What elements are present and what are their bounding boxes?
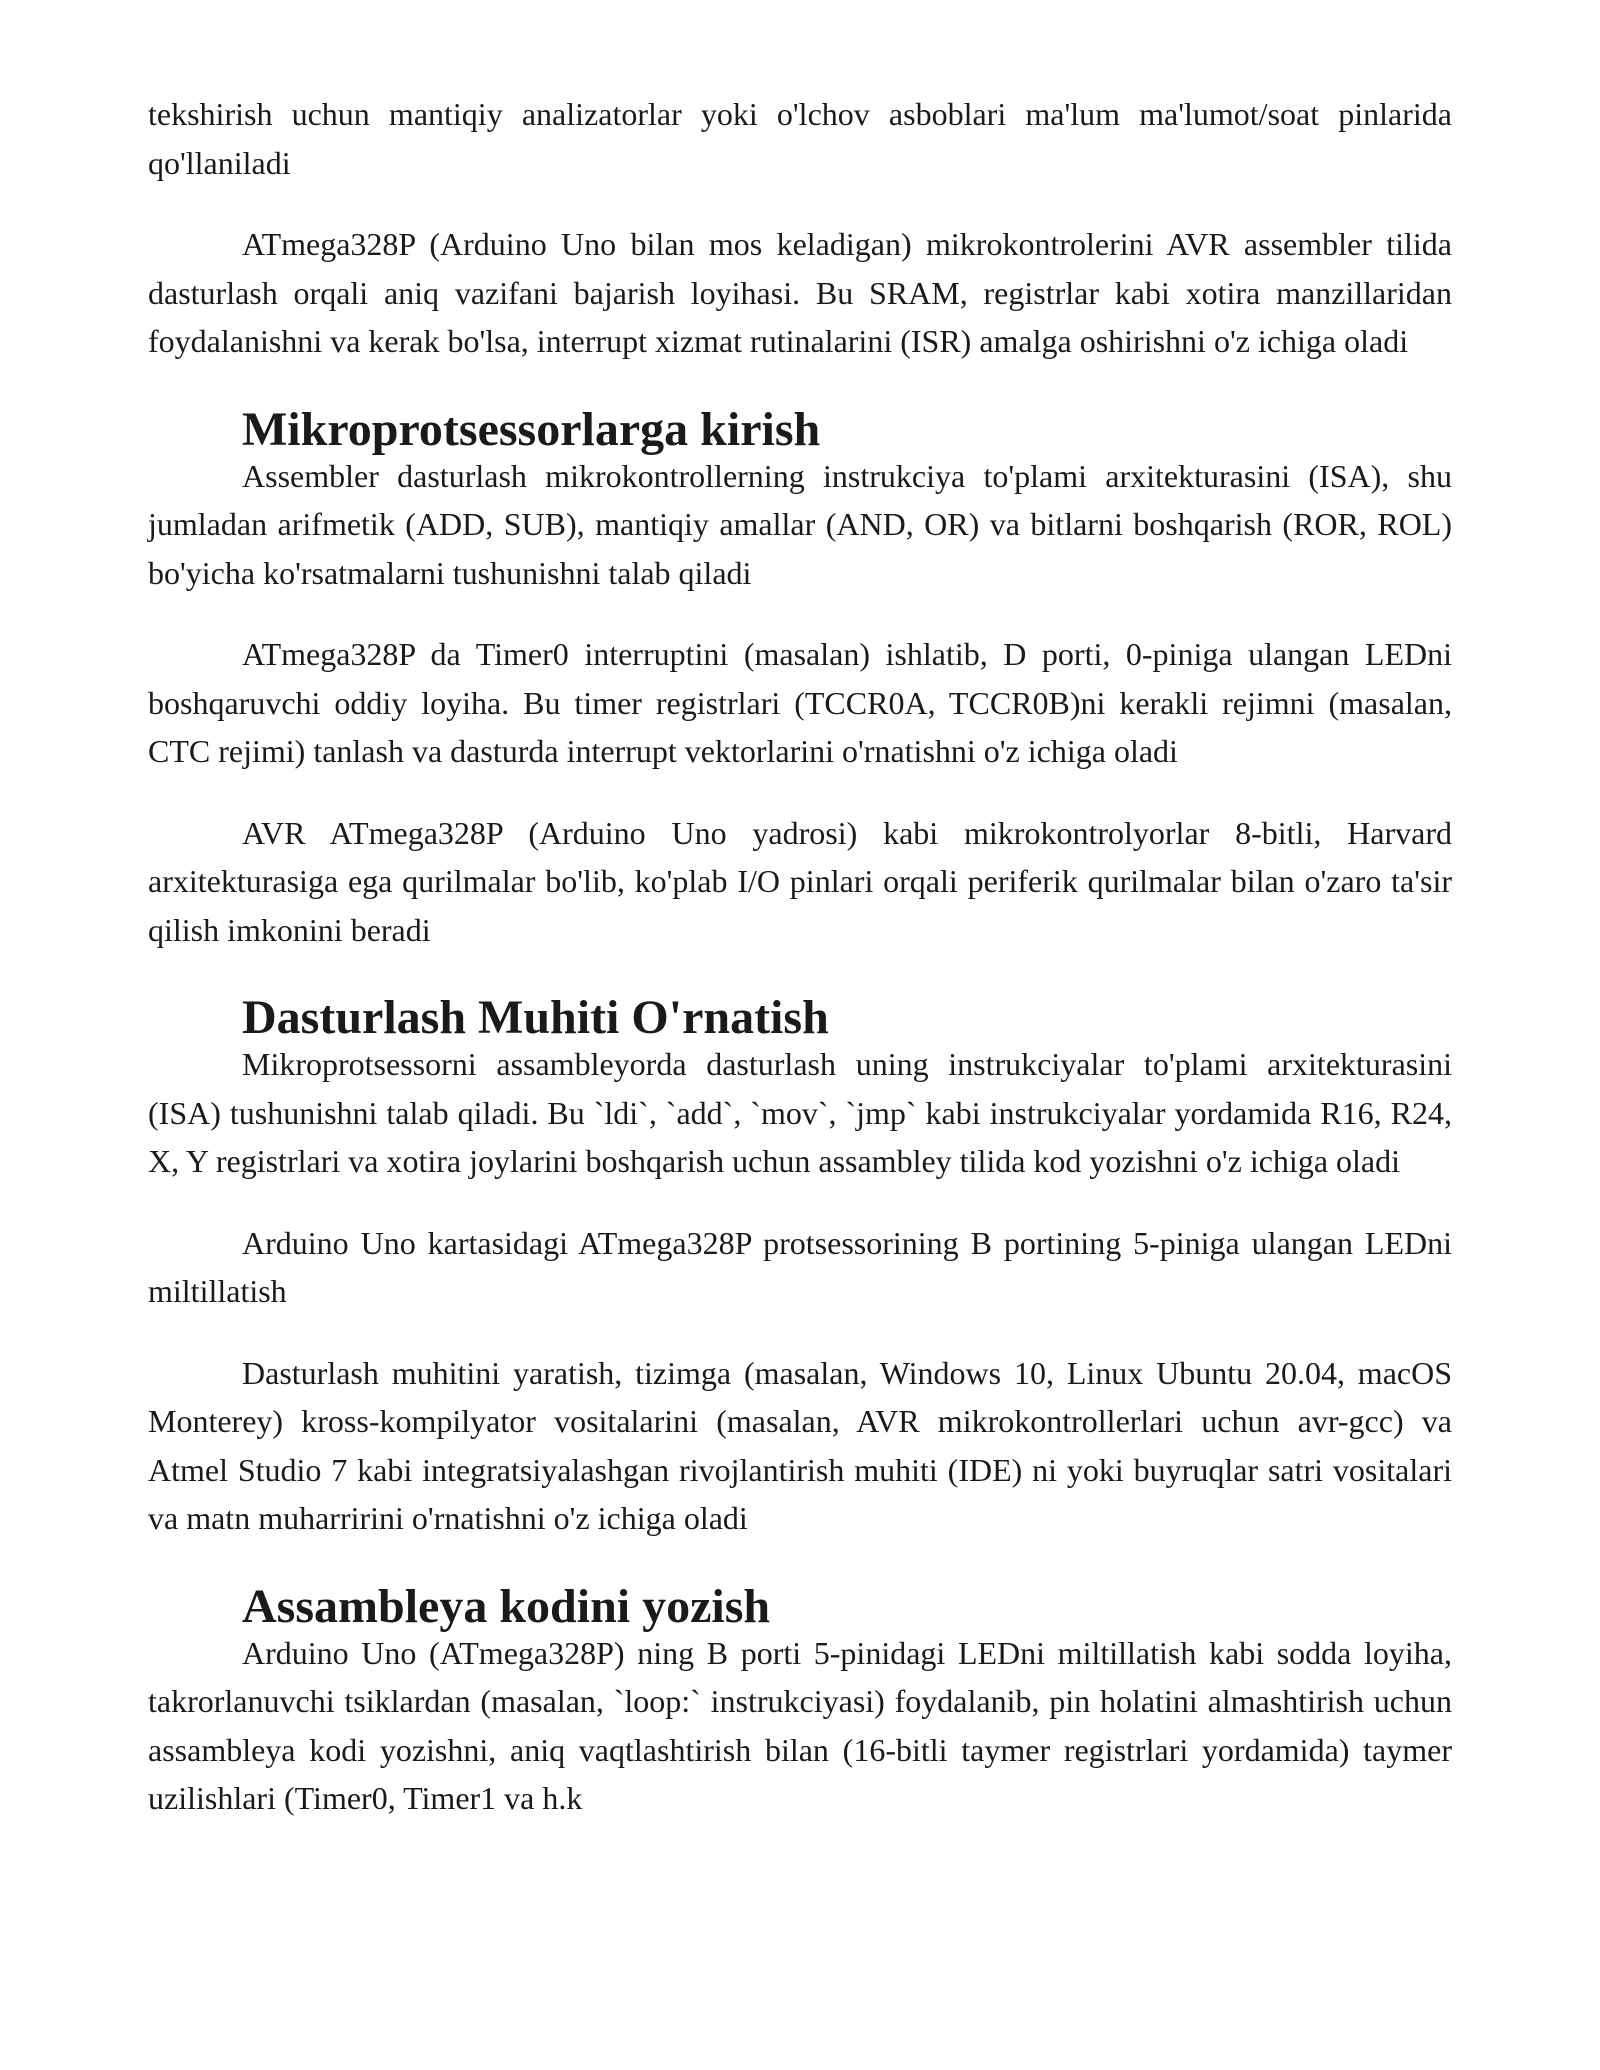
section-heading-environment: Dasturlash Muhiti O'rnatish [242, 991, 829, 1044]
paragraph-timer0: ATmega328P da Timer0 interruptini (masalan) ishlatib, D porti, 0-piniga ulangan LEDni boshqaruvchi oddiy loyiha. Bu timer registrlari (TCCR0A, TCCR0B)ni kerakli rejimni (masalan, CTC rejimi) tanlash va dasturda interrupt vektorlarini o'rnatishni o'z ichiga oladi [148, 636, 1452, 769]
paragraph-led-blink: Arduino Uno kartasidagi ATmega328P protsessorining B portining 5-piniga ulangan LEDni miltillatish [148, 1224, 1452, 1309]
document-page [148, 90, 1452, 1823]
section-heading-intro: Mikroprotsessorlarga kirish [242, 402, 821, 456]
paragraph-analyzers: tekshirish uchun mantiqiy analizatorlar yoki o'lchov asboblari ma'lum ma'lumot/soat pinlarida qo'llaniladi [148, 96, 1452, 181]
paragraph-harvard: AVR ATmega328P (Arduino Uno yadrosi) kabi mikrokontrolyorlar 8-bitli, Harvard arxitekturasiga ega qurilmalar bo'lib, ko'plab I/O pinlari orqali periferik qurilmalar bilan o'zaro ta'sir qilish imkonini beradi [148, 814, 1452, 948]
paragraph-toolchain: Dasturlash muhitini yaratish, tizimga (masalan, Windows 10, Linux Ubuntu 20.04, macOS Monterey) kross-kompilyator vositalarini (masalan, AVR mikrokontrollerlari uchun avr-gcc) va Atmel Studio 7 kabi integratsiyalashgan rivojlantirish muhiti (IDE) ni yoki buyruqlar satri vositalari va matn muharririni o'rnatishni o'z ichiga oladi [148, 1354, 1452, 1536]
section-heading-assembly-code: Assambleya kodini yozish [242, 1579, 771, 1633]
paragraph-instructions: Mikroprotsessorni assambleyorda dasturlash uning instrukciyalar to'plami arxitekturasini (ISA) tushunishni talab qiladi. Bu `ldi`, `add`, `mov`, `jmp` kabi instrukciyalar yordamida R16, R24, X, Y registrlari va xotira joylarini boshqarish uchun assambley tilida kod yozishni o'z ichiga oladi [148, 1046, 1452, 1179]
paragraph-assembly-project: Arduino Uno (ATmega328P) ning B porti 5-pinidagi LEDni miltillatish kabi sodda loyiha, takrorlanuvchi tsiklardan (masalan, `loop:` instrukciyasi) foydalanib, pin holatini almashtirish uchun assambleya kodi yozishni, aniq vaqtlashtirish bilan (16-bitli taymer registrlari yordamida) taymer uzilishlari (Timer0, Timer1 va h.k [148, 1634, 1452, 1816]
paragraph-isa: Assembler dasturlash mikrokontrollerning instrukciya to'plami arxitekturasini (ISA), shu jumladan arifmetik (ADD, SUB), mantiqiy amallar (AND, OR) va bitlarni boshqarish (ROR, ROL) bo'yicha ko'rsatmalarni tushunishni talab qiladi [148, 457, 1452, 591]
paragraph-avr-project: ATmega328P (Arduino Uno bilan mos keladigan) mikrokontrolerini AVR assembler tilida dasturlash orqali aniq vazifani bajarish loyihasi. Bu SRAM, registrlar kabi xotira manzillaridan foydalanishni va kerak bo'lsa, interrupt xizmat rutinalarini (ISR) amalga oshirishni o'z ichiga oladi [148, 226, 1452, 359]
